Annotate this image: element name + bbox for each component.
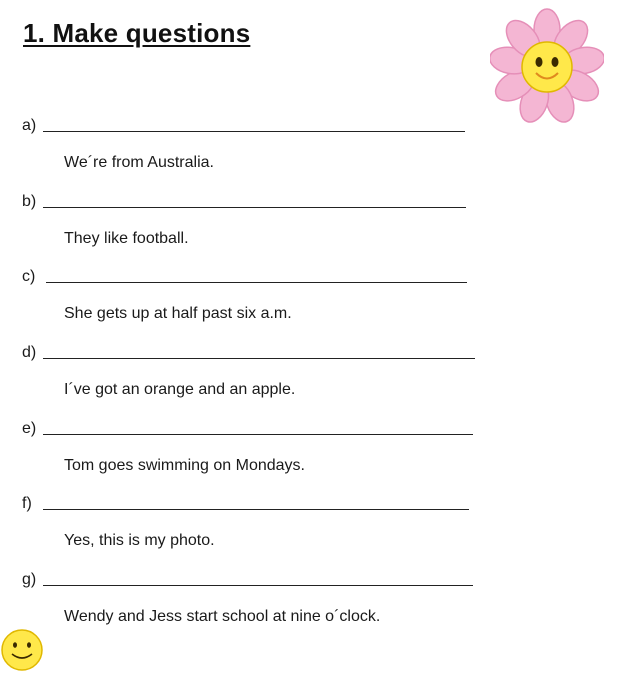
smiley-icon [0, 628, 44, 672]
answer-sentence: I´ve got an orange and an apple. [64, 381, 296, 398]
answer-sentence: Tom goes swimming on Mondays. [64, 457, 305, 474]
answer-blank-c[interactable] [46, 282, 467, 283]
answer-sentence: We´re from Australia. [64, 154, 214, 171]
item-letter: g) [22, 571, 37, 588]
flower-icon [490, 8, 604, 126]
answer-sentence: They like football. [64, 230, 189, 247]
item-letter: a) [22, 117, 37, 134]
answer-blank-e[interactable] [43, 434, 473, 435]
answer-blank-d[interactable] [43, 358, 475, 359]
item-letter: c) [22, 268, 36, 285]
item-letter: e) [22, 420, 37, 437]
answer-sentence: Yes, this is my photo. [64, 532, 215, 549]
answer-sentence: She gets up at half past six a.m. [64, 305, 292, 322]
item-letter: d) [22, 344, 37, 361]
worksheet-title: 1. Make questions [23, 18, 251, 48]
answer-blank-f[interactable] [43, 509, 469, 510]
answer-blank-g[interactable] [43, 585, 473, 586]
item-letter: b) [22, 193, 37, 210]
item-letter: f) [22, 495, 32, 512]
answer-blank-b[interactable] [43, 207, 466, 208]
answer-blank-a[interactable] [43, 131, 465, 132]
answer-sentence: Wendy and Jess start school at nine o´clock. [64, 608, 381, 625]
